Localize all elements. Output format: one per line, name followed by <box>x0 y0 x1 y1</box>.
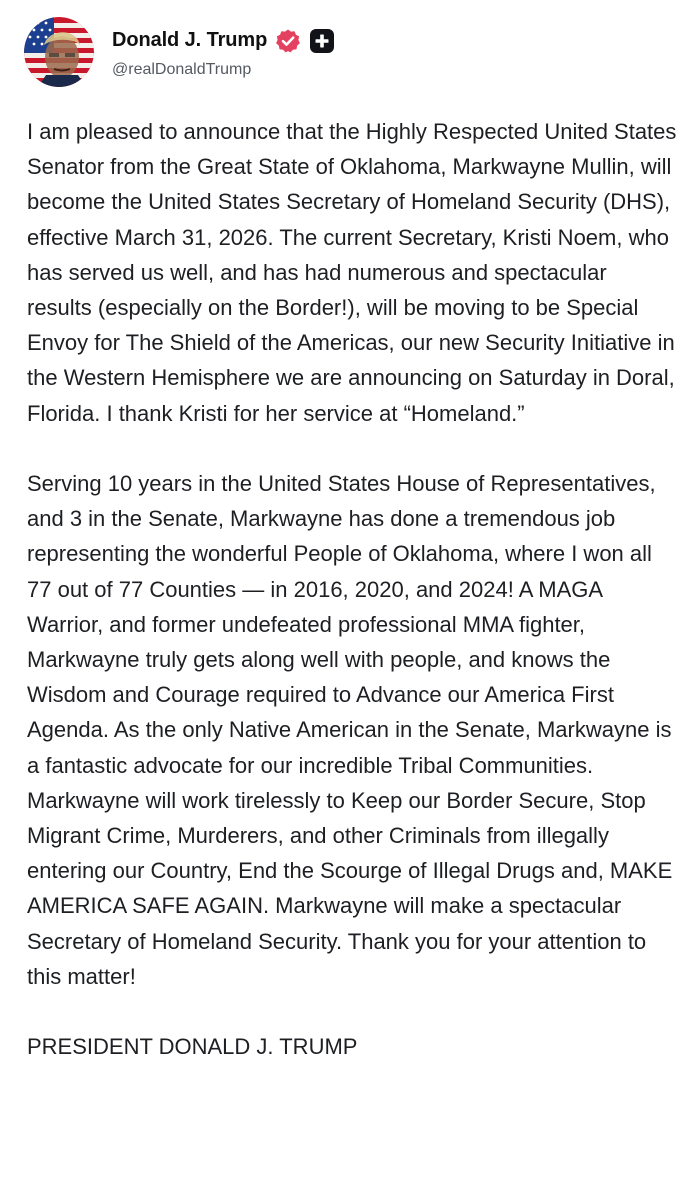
author-meta <box>112 26 335 79</box>
display-name[interactable]: Donald J. Trump <box>112 29 268 51</box>
post-paragraph: I am pleased to announce that the Highly Respected United States Senator from the Great State of Oklahoma, Markwayne Mullin, will become the United States Secretary of Homeland Security (DHS), effective March 31, 2026. The current Secretary, Kristi Noem, who has served us well, and has had numerous and spectacular results (especially on the Border!), will be moving to be Special Envoy for The Shield of the Americas, our new Security Initiative in the Western Hemisphere we are announcing on Saturday in Doral, Florida. I thank Kristi for her service at “Homeland.” <box>27 119 677 426</box>
avatar-image <box>24 17 94 87</box>
avatar[interactable] <box>24 17 94 87</box>
plus-icon[interactable] <box>309 28 335 54</box>
author-handle[interactable]: @realDonaldTrump <box>112 60 252 78</box>
name-row <box>112 26 335 56</box>
post-paragraph: Serving 10 years in the United States House of Representatives, and 3 in the Senate, Markwayne has done a tremendous job representing the wonderful People of Oklahoma, where I won all 77 out of 77 Counties — in 2016, 2020, and 2024! A MAGA Warrior, and former undefeated professional MMA fighter, Markwayne truly gets along well with people, and knows the Wisdom and Courage required to Advance our America First Agenda. As the only Native American in the Senate, Markwayne is a fantastic advocate for our incredible Tribal Communities. Markwayne will work tirelessly to Keep our Border Secure, Stop Migrant Crime, Murderers, and other Criminals from illegally entering our Country, End the Scourge of Illegal Drugs and, MAKE AMERICA SAFE AGAIN. Markwayne will make a spectacular Secretary of Homeland Security. Thank you for your attention to this matter! <box>27 471 673 989</box>
post-body <box>27 114 677 1064</box>
verified-badge-icon <box>275 28 301 54</box>
post-signature: PRESIDENT DONALD J. TRUMP <box>27 1034 358 1060</box>
post-header <box>24 14 335 90</box>
